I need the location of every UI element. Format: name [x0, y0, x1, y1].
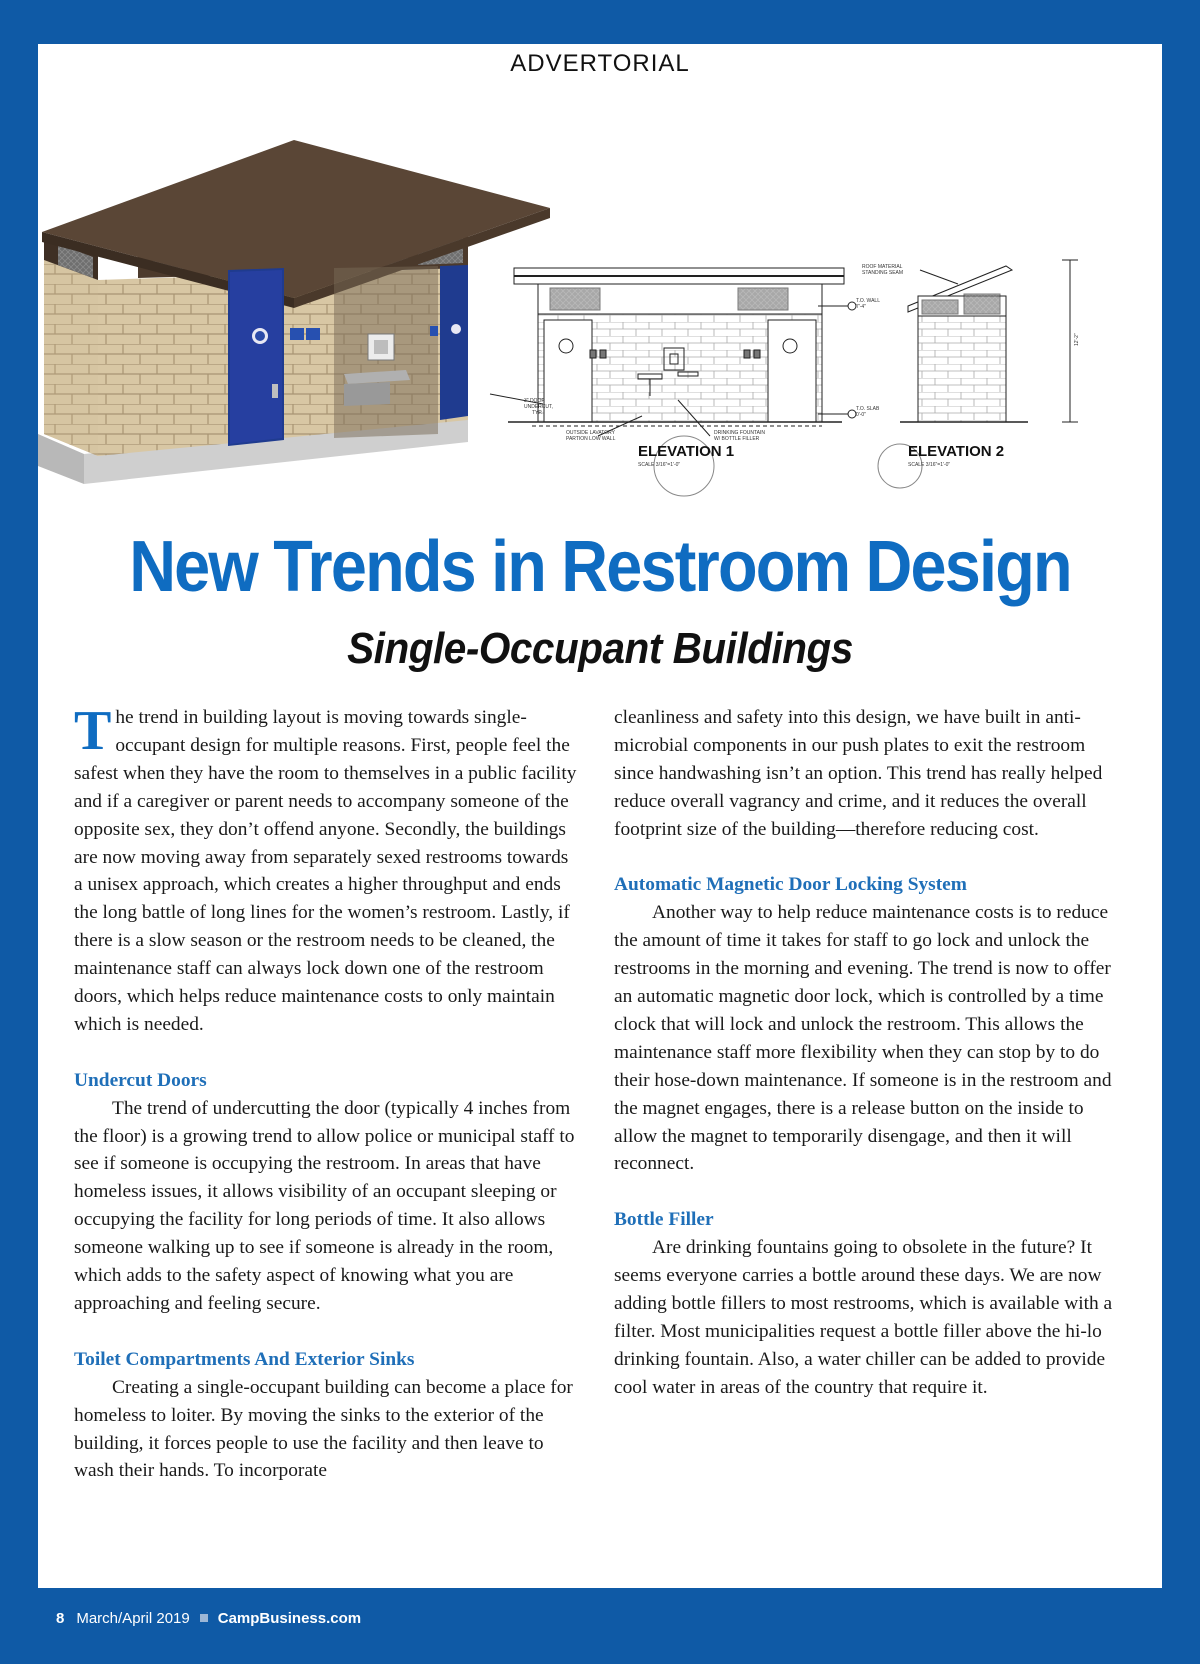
svg-text:DRINKING FOUNTAIN: DRINKING FOUNTAIN — [714, 430, 766, 436]
article-column-right — [614, 704, 1118, 1402]
svg-text:T.O. WALL: T.O. WALL — [856, 298, 880, 304]
issue-date: March/April 2019 — [76, 1610, 190, 1627]
svg-text:UNDERCUT,: UNDERCUT, — [524, 404, 553, 410]
svg-text:W/ BOTTLE FILLER: W/ BOTTLE FILLER — [714, 436, 760, 442]
restroom-building-illustration — [38, 84, 1162, 554]
elevation-1-title: ELEVATION 1 — [638, 443, 735, 460]
article-column-left — [74, 700, 578, 1485]
svg-text:T.O. SLAB: T.O. SLAB — [856, 406, 880, 412]
svg-text:STANDING SEAM: STANDING SEAM — [862, 270, 904, 276]
svg-text:3" DOOR: 3" DOOR — [524, 398, 545, 404]
section-heading-magnetic-lock: Automatic Magnetic Door Locking System — [614, 874, 967, 896]
svg-text:OUTSIDE LAVATORY: OUTSIDE LAVATORY — [566, 430, 615, 436]
website-link[interactable]: CampBusiness.com — [217, 1610, 362, 1627]
page-footer — [56, 1610, 361, 1627]
section-heading-toilet-compartments: Toilet Compartments And Exterior Sinks — [74, 1348, 415, 1370]
elevation-2-scale: SCALE 3/16"=1'-0" — [908, 462, 951, 468]
elevation-2-title: ELEVATION 2 — [908, 443, 1005, 460]
svg-text:0'-0": 0'-0" — [856, 412, 866, 418]
drop-cap: T — [74, 700, 112, 762]
svg-text:12'-2": 12'-2" — [1074, 333, 1080, 346]
svg-text:ROOF MATERIAL: ROOF MATERIAL — [862, 264, 903, 270]
section-body-magnetic-lock: Another way to help reduce maintenance costs is to reduce the amount of time it takes for staff to go lock and unlock the restrooms in the morning and evening. The trend is now to offer an automatic magnetic door lock, which is controlled by a time clock that will lock and unlock the restroom. This allows the maintenance staff more flexibility when they can stop by to do their hose-down maintenance. If someone is in the restroom and the magnet engages, there is a release button on the inside to allow the magnet to temporarily disengage, and then it will reconnect. — [614, 902, 1112, 1175]
section-body-toilet-compartments: Creating a single-occupant building can become a place for homeless to loiter. By moving the sinks to the exterior of the building, it forces people to use the facility and then leave to wash their hands. To incorporate — [74, 1376, 573, 1482]
building-3d-render — [38, 140, 550, 484]
intro-text: he trend in building layout is moving towards single-occupant design for multiple reasons. First, people feel the safest when they have the room to themselves in a public facility and if a caregiver or parent needs to accompany someone of the opposite sex, they don’t offend anyone. Secondly, the buildings are now moving away from separately sexed restrooms towards a unisex approach, which creates a higher throughput and ends the long battle of long lines for the women’s restroom. Lastly, if there is a slow season or the restroom needs to be cleaned, the maintenance staff can always lock down one of the restroom doors, which helps reduce maintenance costs to only maintain which is needed. — [74, 707, 577, 1035]
svg-text:PARTION LOW WALL: PARTION LOW WALL — [566, 436, 616, 442]
magazine-page — [38, 44, 1162, 1588]
article-title: New Trends in Restroom Design — [129, 527, 1071, 607]
article-subtitle: Single-Occupant Buildings — [347, 624, 853, 673]
page-number: 8 — [56, 1610, 65, 1627]
intro-paragraph — [74, 700, 578, 1039]
section-body-continued: cleanliness and safety into this design, we have built in anti-microbial components in our push plates to exit the restroom since handwashing isn’t an option. This trend has really helped reduce overall vagrancy and crime, and it reduces the overall footprint size of the building—therefore reducing cost. — [614, 707, 1103, 840]
section-body-undercut-doors: The trend of undercutting the door (typically 4 inches from the floor) is a growing trend to allow police or municipal staff to see if someone is occupying the restroom. In areas that have homeless issues, it allows visibility of an occupant sleeping or occupying the facility for long periods of time. It also allows someone walking up to see if someone is already in the room, which adds to the safety aspect of knowing what you are approaching and feeling secure. — [74, 1097, 575, 1315]
section-heading-bottle-filler: Bottle Filler — [614, 1209, 714, 1231]
svg-text:7'-4": 7'-4" — [856, 304, 866, 310]
section-body-bottle-filler: Are drinking fountains going to obsolete in the future? It seems everyone carries a bottle around these days. We are now adding bottle fillers to most restrooms, which is available with a filter. Most municipalities request a bottle filler above the hi-lo drinking fountain. Also, a water chiller can be added to provide cool water in areas of the country that require it. — [614, 1237, 1113, 1398]
section-heading-undercut-doors: Undercut Doors — [74, 1069, 207, 1091]
separator-square-icon — [200, 1614, 208, 1622]
svg-text:TYP.: TYP. — [532, 410, 543, 416]
advertorial-label: ADVERTORIAL — [510, 50, 690, 77]
elevation-1-scale: SCALE 3/16"=1'-0" — [638, 462, 681, 468]
